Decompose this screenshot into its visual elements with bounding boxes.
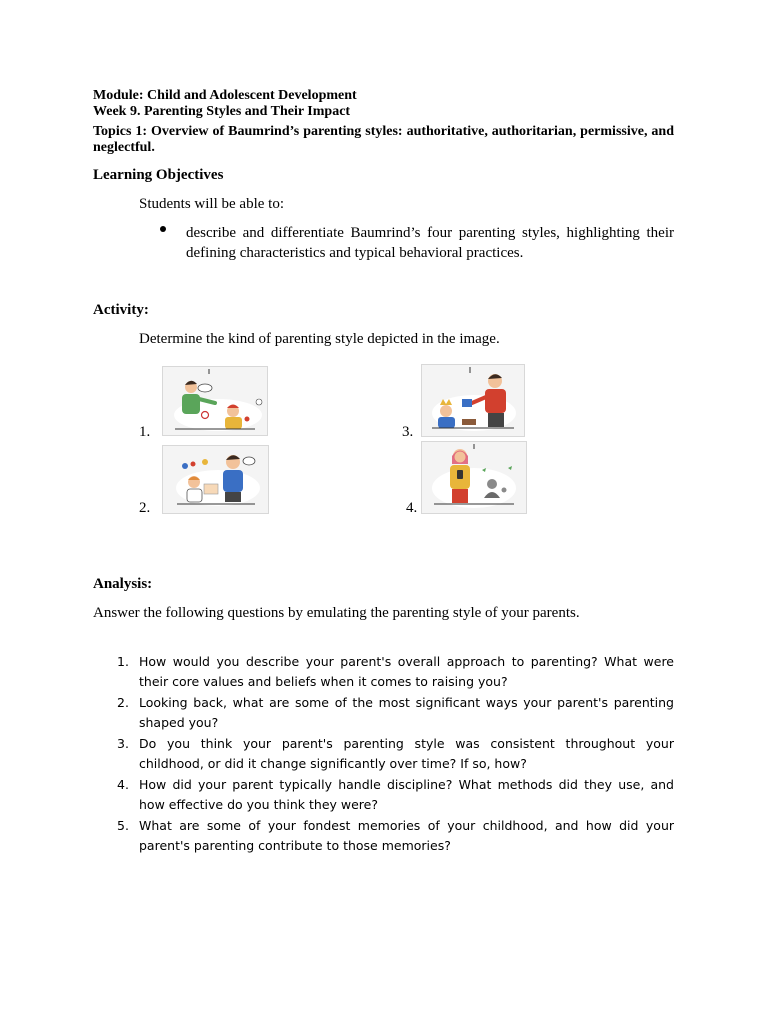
list-item [113, 652, 674, 692]
week-title: Week 9. Parenting Styles and Their Impact [93, 104, 351, 119]
activity-instruction: Determine the kind of parenting style depicted in the image. [139, 331, 500, 347]
question-text: What are some of your fondest memories of your childhood, and how did your parent's parenting contribute to those memories? [139, 818, 674, 853]
activity-item-number: 3. [402, 424, 414, 440]
question-text: How did your parent typically handle discipline? What methods did they use, and how effective do you think they were? [139, 777, 674, 812]
question-number: 4. [117, 777, 129, 792]
activity-image-2 [162, 445, 269, 514]
objectives-heading: Learning Objectives [93, 167, 224, 183]
objectives-intro: Students will be able to: [139, 196, 284, 212]
activity-item-number: 1. [139, 424, 151, 440]
module-title: Module: Child and Adolescent Development [93, 88, 357, 103]
list-item [113, 693, 674, 733]
parent-on-phone-ignoring-child-illustration-icon [422, 442, 526, 513]
analysis-question-list [113, 652, 674, 857]
bullet-icon [160, 226, 166, 232]
parent-scolding-child-illustration-icon [163, 367, 267, 435]
activity-image-3 [421, 364, 525, 437]
question-text: How would you describe your parent's overall approach to parenting? What were their core values and beliefs when it comes to raising you? [139, 654, 674, 689]
activity-item-number: 4. [406, 500, 418, 516]
analysis-instruction: Answer the following questions by emulating the parenting style of your parents. [93, 605, 580, 621]
objective-bullet: describe and differentiate Baumrind’s four parenting styles, highlighting their defining characteristics and typical behavioral practices. [186, 225, 674, 261]
list-item [113, 816, 674, 856]
question-text: Do you think your parent's parenting style was consistent throughout your childhood, or did it change significantly over time? If so, how? [139, 736, 674, 771]
question-number: 2. [117, 695, 129, 710]
parent-giving-gift-to-child-illustration-icon [422, 365, 524, 436]
activity-image-1 [162, 366, 268, 436]
list-item [113, 775, 674, 815]
topic-title: Topics 1: Overview of Baumrind’s parenting styles: authoritative, authoritarian, permissive, and neglectful. [93, 124, 674, 155]
activity-item-number: 2. [139, 500, 151, 516]
analysis-heading: Analysis: [93, 576, 153, 592]
parent-and-child-talking-illustration-icon [163, 446, 268, 513]
question-text: Looking back, what are some of the most significant ways your parent's parenting shaped you? [139, 695, 674, 730]
question-number: 5. [117, 818, 129, 833]
activity-heading: Activity: [93, 302, 149, 318]
activity-image-4 [421, 441, 527, 514]
question-number: 1. [117, 654, 129, 669]
question-number: 3. [117, 736, 129, 751]
list-item [113, 734, 674, 774]
